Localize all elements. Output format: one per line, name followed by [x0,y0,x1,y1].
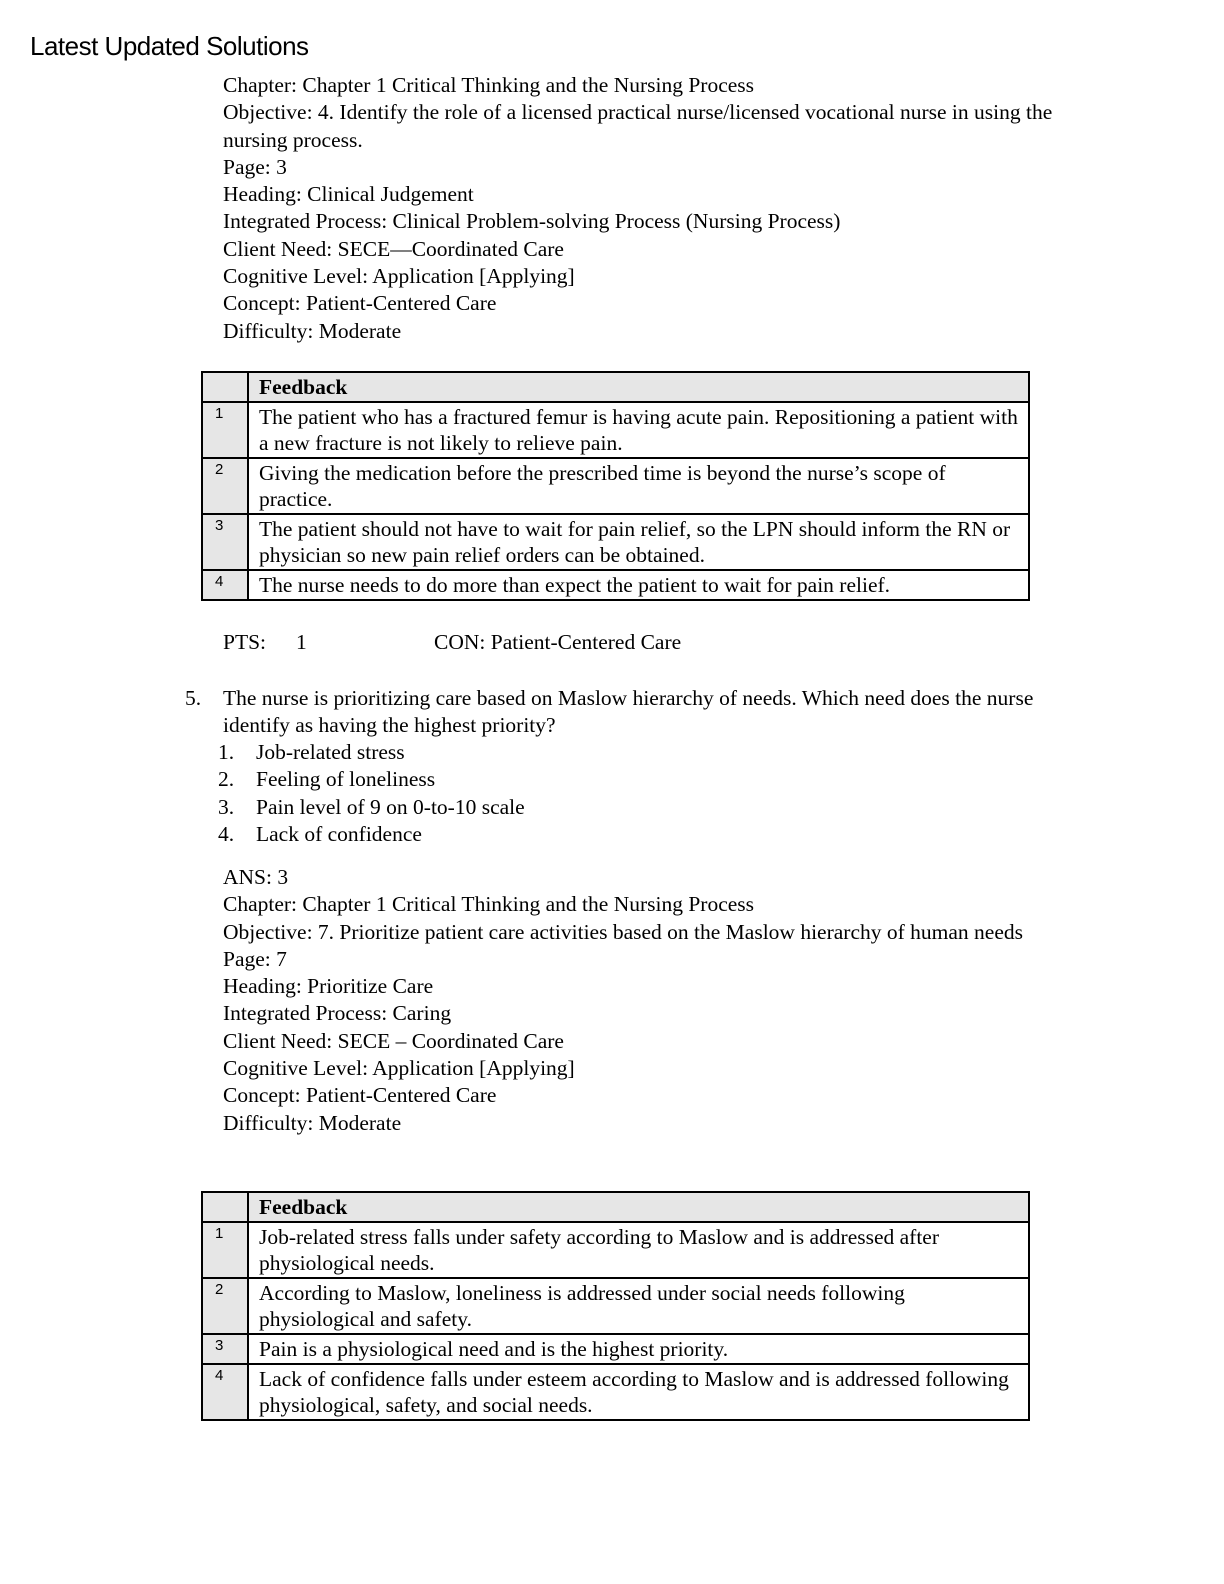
q4-concept: Concept: Patient-Centered Care [223,291,497,316]
q5-chapter: Chapter: Chapter 1 Critical Thinking and the Nursing Process [223,892,755,917]
q5-feedback-table [201,1191,1030,1421]
table-header-row [202,1192,1029,1222]
table-header-row [202,372,1029,402]
q4-client-need: Client Need: SECE—Coordinated Care [223,236,564,261]
table-row [202,1364,1029,1420]
row-number: 1 [202,1222,248,1278]
q5-objective: Objective: 7. Prioritize patient care activities based on the Maslow hierarchy of human needs [223,919,1024,944]
pts-value: 1 [296,630,307,654]
concept-label: CON: Patient-Centered Care [434,630,682,654]
q5-cognitive-level: Cognitive Level: Application [Applying] [223,1056,575,1081]
option-text: Lack of confidence [256,821,422,846]
row-number: 4 [202,1364,248,1420]
row-number: 3 [202,1334,248,1364]
q5-concept: Concept: Patient-Centered Care [223,1083,497,1108]
q5-client-need: Client Need: SECE – Coordinated Care [223,1028,564,1053]
q4-page: Page: 3 [223,154,287,179]
q5-page: Page: 7 [223,946,287,971]
option-number: 1. [218,740,235,764]
q5-difficulty: Difficulty: Moderate [223,1110,402,1135]
feedback-header: Feedback [248,372,1029,402]
q4-metadata [223,72,1113,345]
row-number: 3 [202,514,248,570]
row-feedback: The nurse needs to do more than expect the patient to wait for pain relief. [248,570,1029,600]
q4-difficulty: Difficulty: Moderate [223,318,402,343]
option-number: 2. [218,767,235,792]
table-row [202,1334,1029,1364]
q4-feedback-table [201,371,1030,601]
q5-integrated-process: Integrated Process: Caring [223,1001,452,1026]
row-number: 2 [202,458,248,514]
q4-points-row [223,629,682,656]
table-row [202,1222,1029,1278]
q4-chapter: Chapter: Chapter 1 Critical Thinking and the Nursing Process [223,73,755,97]
row-number: 4 [202,570,248,600]
option-text: Job-related stress [256,740,405,764]
question-number: 5. [185,686,202,710]
option-text: Feeling of loneliness [256,767,436,792]
q5-heading: Heading: Prioritize Care [223,974,434,999]
table-row [202,458,1029,514]
table-header-blank [202,1192,248,1222]
q5-metadata [223,864,1063,1137]
row-number: 2 [202,1278,248,1334]
table-row [202,514,1029,570]
q4-heading: Heading: Clinical Judgement [223,182,474,207]
q5-answer: ANS: 3 [223,865,289,889]
row-feedback: Lack of confidence falls under esteem according to Maslow and is addressed following physiological, safety, and social needs. [248,1364,1029,1420]
row-feedback: The patient who has a fractured femur is having acute pain. Repositioning a patient with a new fracture is not likely to relieve pain. [248,402,1029,458]
q4-objective: Objective: 4. Identify the role of a licensed practical nurse/licensed vocational nurse in using the nursing process. [223,100,1053,152]
row-feedback: The patient should not have to wait for pain relief, so the LPN should inform the RN or physician so new pain relief orders can be obtained. [248,514,1029,570]
option-number: 3. [218,794,235,819]
table-header-blank [202,372,248,402]
row-feedback: According to Maslow, loneliness is addressed under social needs following physiological and safety. [248,1278,1029,1334]
row-feedback: Giving the medication before the prescribed time is beyond the nurse’s scope of practice. [248,458,1029,514]
page-header-title: Latest Updated Solutions [30,31,309,61]
q4-cognitive-level: Cognitive Level: Application [Applying] [223,264,575,289]
row-feedback: Pain is a physiological need and is the highest priority. [248,1334,1029,1364]
question-stem: The nurse is prioritizing care based on Maslow hierarchy of needs. Which need does the nurse identify as having the highest priority? [223,686,1034,738]
option-text: Pain level of 9 on 0-to-10 scale [256,794,525,819]
table-row [202,1278,1029,1334]
table-row [202,570,1029,600]
row-number: 1 [202,402,248,458]
feedback-header: Feedback [248,1192,1029,1222]
pts-label: PTS: [223,630,267,654]
option-number: 4. [218,821,235,846]
row-feedback: Job-related stress falls under safety according to Maslow and is addressed after physiological needs. [248,1222,1029,1278]
q4-integrated-process: Integrated Process: Clinical Problem-solving Process (Nursing Process) [223,209,841,234]
table-row [202,402,1029,458]
